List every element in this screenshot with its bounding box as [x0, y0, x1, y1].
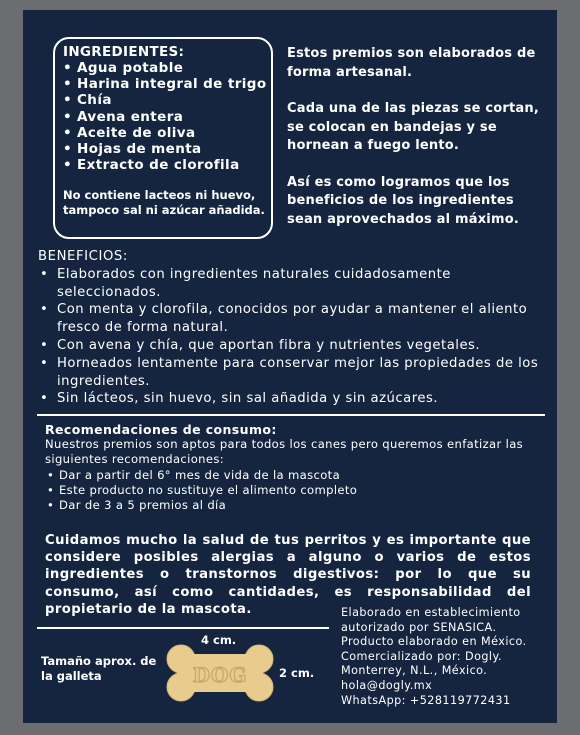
label-panel: [23, 10, 557, 723]
cookie-size-label: Tamaño aprox. de la galleta: [41, 654, 157, 683]
recommendations-section: [45, 422, 545, 513]
ingredient-item: • Agua potable: [63, 60, 265, 76]
bone-cookie-icon: [163, 642, 277, 704]
benefits-section: [38, 248, 548, 408]
artisan-paragraph-1: Estos premios son elaborados de forma artesanal.: [287, 46, 536, 80]
benefit-item: • Elaborados con ingredientes naturales cuidadosamente seleccionados.: [38, 266, 548, 302]
cookie-text: DOG: [192, 663, 248, 687]
ingredients-list: [63, 60, 265, 173]
recommendations-intro: Nuestros premios son aptos para todos los canes pero queremos enfatizar las siguientes recomendaciones:: [45, 437, 524, 467]
cookie-height-label: 2 cm.: [279, 666, 315, 680]
recommendation-item: • Dar de 3 a 5 premios al día: [45, 498, 545, 513]
company-line: Monterrey, N.L., México.: [341, 664, 488, 678]
recommendation-item: • Dar a partir del 6° mes de vida de la mascota: [45, 468, 545, 483]
health-notice: Cuidamos mucho la salud de tus perritos y es importante que considere posibles alergias a alguno o varios de estos ingredientes o transtornos digestivos: por lo que su consumo, así como cantidades, es responsabilidad del propietario de la mascota.: [45, 533, 531, 617]
company-line: Comercializado por: Dogly.: [341, 649, 502, 663]
ingredient-item: • Extracto de clorofila: [63, 157, 265, 173]
recommendations-title: Recomendaciones de consumo:: [45, 422, 277, 437]
ingredients-title: INGREDIENTES:: [63, 44, 185, 60]
recommendations-list: [45, 468, 545, 514]
ingredient-item: • Aceite de oliva: [63, 125, 265, 141]
benefits-list: [38, 266, 548, 408]
benefit-item: • Con menta y clorofila, conocidos por ayudar a mantener el aliento fresco de forma natural.: [38, 301, 548, 337]
company-email: hola@dogly.mx: [341, 678, 433, 692]
ingredients-note: No contiene lacteos ni huevo, tampoco sal ni azúcar añadida.: [63, 188, 265, 217]
ingredient-item: • Avena entera: [63, 109, 265, 125]
ingredients-box: [53, 37, 273, 239]
company-whatsapp: WhatsApp: +528119772431: [341, 693, 511, 707]
artisan-description: [287, 45, 549, 247]
artisan-paragraph-2: Cada una de las piezas se cortan, se colocan en bandejas y se hornean a fuego lento.: [287, 101, 539, 153]
company-line: Elaborado en establecimiento: [341, 606, 521, 619]
benefit-item: • Con avena y chía, que aportan fibra y nutrientes vegetales.: [38, 337, 548, 355]
benefits-title: BENEFICIOS:: [38, 249, 128, 264]
benefit-item: • Sin lácteos, sin huevo, sin sal añadida y sin azúcares.: [38, 390, 548, 408]
benefit-item: • Horneados lentamente para conservar mejor las propiedades de los ingredientes.: [38, 355, 548, 391]
cookie-width-label: 4 cm.: [201, 633, 237, 647]
section-divider: [37, 414, 545, 416]
size-divider: [37, 627, 329, 629]
ingredient-item: • Harina integral de trigo: [63, 76, 265, 92]
ingredient-item: • Chía: [63, 92, 265, 108]
company-info: [341, 606, 551, 708]
artisan-paragraph-3: Así es como logramos que los beneficios de los ingredientes sean aprovechados al máximo.: [287, 174, 519, 227]
company-line: Producto elaborado en México.: [341, 635, 527, 649]
recommendation-item: • Este producto no sustituye el alimento completo: [45, 483, 545, 498]
ingredient-item: • Hojas de menta: [63, 141, 265, 157]
company-line: autorizado por SENASICA.: [341, 620, 497, 634]
